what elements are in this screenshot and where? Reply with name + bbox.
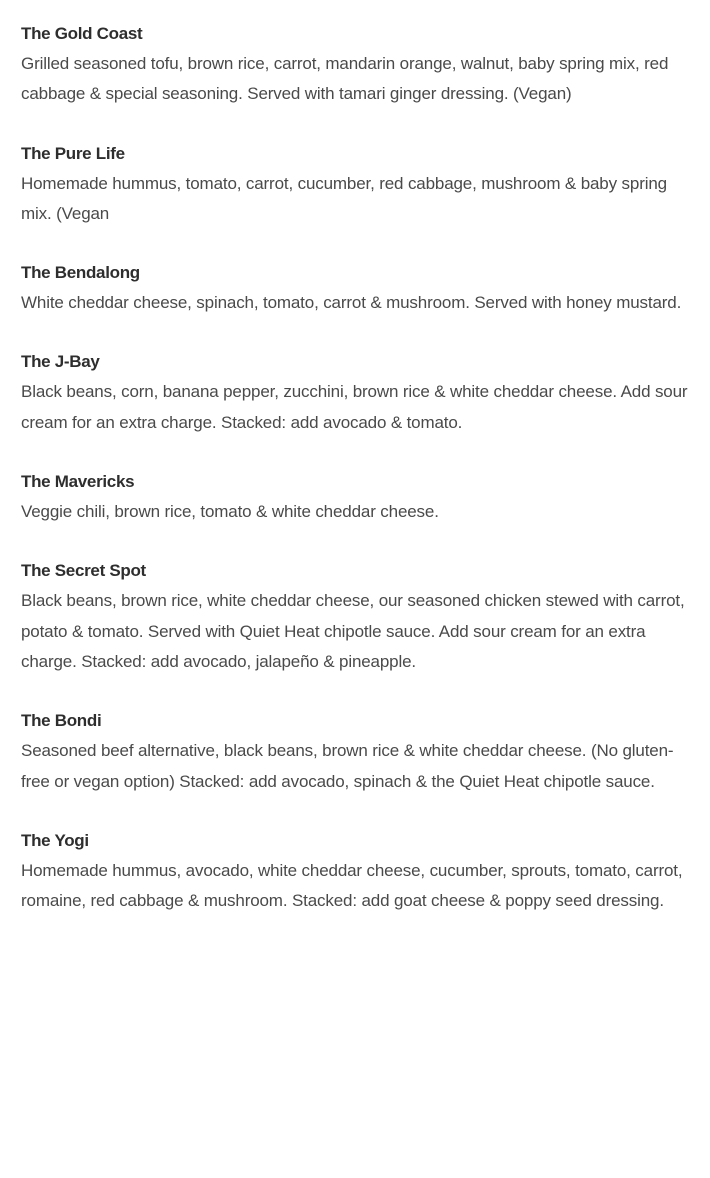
- menu-item-name: The Yogi: [21, 830, 89, 850]
- menu-list: [21, 21, 691, 947]
- menu-item-description: Homemade hummus, avocado, white cheddar cheese, cucumber, sprouts, tomato, carrot, romaine, red cabbage & mushroom. Stacked: add goat cheese & poppy seed dressing.: [21, 860, 683, 911]
- menu-item-name: The J-Bay: [21, 352, 100, 372]
- menu-item-name: The Pure Life: [21, 143, 125, 163]
- menu-item-name: The Mavericks: [21, 472, 135, 492]
- menu-item-mavericks: [21, 469, 691, 527]
- menu-item-name: The Secret Spot: [21, 561, 146, 581]
- menu-item-description: Veggie chili, brown rice, tomato & white cheddar cheese.: [21, 502, 439, 522]
- menu-item-pure-life: [21, 141, 691, 230]
- menu-item-name: The Bendalong: [21, 263, 140, 283]
- menu-item-description: Homemade hummus, tomato, carrot, cucumber, red cabbage, mushroom & baby spring mix. (Vegan: [21, 173, 667, 223]
- menu-item-secret-spot: [21, 558, 691, 677]
- menu-item-description: Black beans, corn, banana pepper, zucchini, brown rice & white cheddar cheese. Add sour cream for an extra charge. Stacked: add avocado & tomato.: [21, 382, 688, 432]
- menu-item-name: The Gold Coast: [21, 24, 143, 43]
- menu-item-j-bay: [21, 349, 691, 438]
- menu-item-description: Black beans, brown rice, white cheddar cheese, our seasoned chicken stewed with carrot, potato & tomato. Served with Quiet Heat chipotle sauce. Add sour cream for an extra charge. Stacked: add avocado, jalapeño & pineapple.: [21, 591, 685, 671]
- menu-item-bendalong: [21, 260, 691, 318]
- menu-item-description: White cheddar cheese, spinach, tomato, carrot & mushroom. Served with honey mustard.: [21, 293, 682, 313]
- menu-item-description: Grilled seasoned tofu, brown rice, carrot, mandarin orange, walnut, baby spring mix, red cabbage & special seasoning. Served with tamari ginger dressing. (Vegan): [21, 54, 669, 104]
- menu-item-description: Seasoned beef alternative, black beans, brown rice & white cheddar cheese. (No gluten-free or vegan option) Stacked: add avocado, spinach & the Quiet Heat chipotle sauce.: [21, 741, 674, 791]
- menu-item-name: The Bondi: [21, 711, 102, 731]
- menu-item-gold-coast: [21, 21, 691, 110]
- menu-item-yogi: [21, 828, 691, 917]
- menu-item-bondi: [21, 708, 691, 797]
